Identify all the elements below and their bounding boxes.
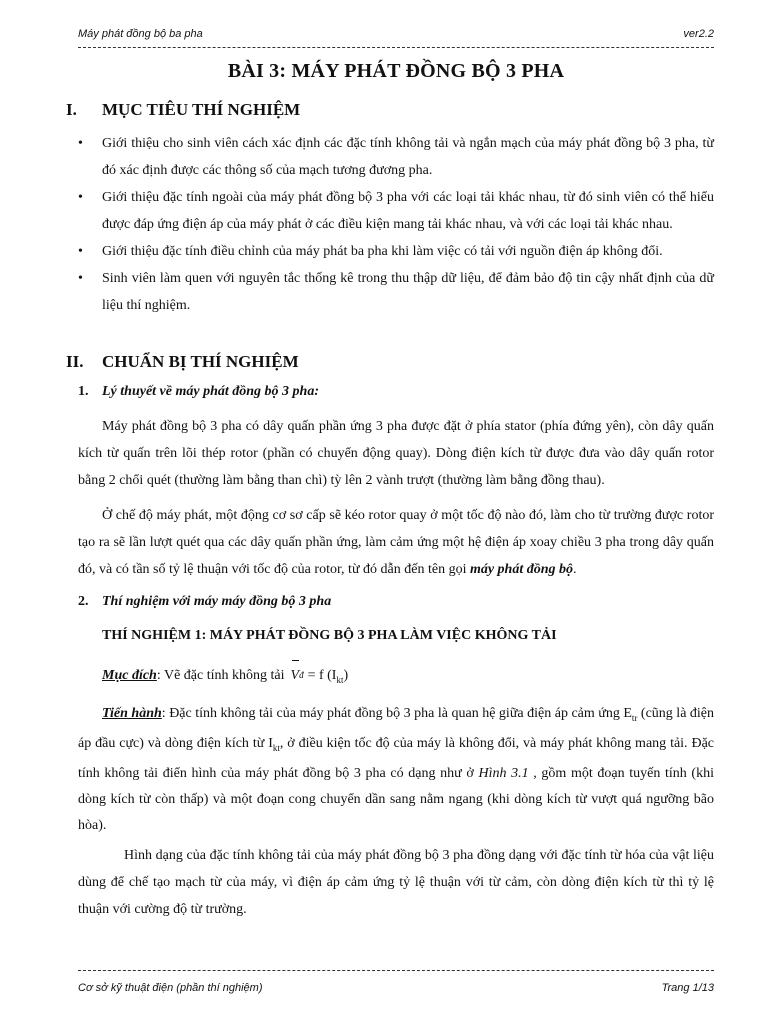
characteristic-paragraph: Hình dạng của đặc tính không tải của máy phát đồng bộ 3 pha đồng dạng với đặc tính từ hóa của vật liệu dùng để chế tạo mạch từ của máy, vì điện áp cảm ứng tỷ lệ thuận với từ cảm, còn dòng điện kích từ thì tỷ lệ thuận với cường độ từ trường. xyxy=(78,848,714,917)
bullet-text: Giới thiệu cho sinh viên cách xác định các đặc tính không tải và ngắn mạch của máy phát đồng bộ 3 pha, từ đó xác định được các thông số của mạch tương đương pha. xyxy=(102,136,714,178)
purpose-text: : Vẽ đặc tính không tải xyxy=(156,668,285,683)
voltage-phasor-symbol: V đ xyxy=(291,662,304,689)
document-page xyxy=(66,0,715,1024)
section-2-heading xyxy=(66,352,299,372)
objectives-list xyxy=(78,130,714,319)
bullet-text: Giới thiệu đặc tính điều chỉnh của máy phát ba pha khi làm việc có tải với nguồn điện áp không đổi. xyxy=(102,244,663,259)
experiment-procedure: Tiến hành: Đặc tính không tải của máy phát đồng bộ 3 pha là quan hệ giữa điện áp cảm ứng $E_{tr}$ (cũng là điện áp đầu cực) và dòng điện kích từ $I_{kt}$, ở điều kiện tốc độ của máy là không đổi, và máy phát không mang tải. Đặc tính không tải điển hình của máy phát đồng bộ 3 pha có dạng như ở Hình 3.1 , gồm một đoạn tuyến tính (khi dòng kích từ còn thấp) và một đoạn cong chuyển dần sang nằm ngang (khi dòng kích từ vượt quá ngưỡng bão hòa). xyxy=(78,706,715,833)
section-1-title: MỤC TIÊU THÍ NGHIỆM xyxy=(102,100,301,119)
theory-paragraph-1: Máy phát đồng bộ 3 pha có dây quấn phần ứng 3 pha được đặt ở phía stator (phía đứng yên), còn dây quấn kích từ quấn trên lõi thép rotor (phần có chuyển động quay). Dòng điện kích từ được đưa vào dây quấn rotor bằng 2 chổi quét (thường làm bằng than chì) tỳ lên 2 vành trượt (thường làm bằng đồng thau). xyxy=(78,419,714,488)
paragraph-text: Ở chế độ máy phát, một động cơ sơ cấp sẽ kéo rotor quay ở một tốc độ nào đó, làm cho từ trường được rotor tạo ra sẽ lần lượt quét qua các dây quấn phần ứng, làm cảm ứng một hệ điện áp xoay chiều 3 pha trong dây quấn đó, và có tần số tỷ lệ thuận với tốc độ của rotor, từ đó dẫn đến tên gọi xyxy=(78,508,714,577)
bullet-text: Sinh viên làm quen với nguyên tắc thống kê trong thu thập dữ liệu, để đảm bảo độ tin cậy nhất định của dữ liệu thí nghiệm. xyxy=(102,271,714,313)
page-header xyxy=(78,28,714,40)
procedure-label: Tiến hành xyxy=(102,706,162,721)
emphasis-generator-name: máy phát đồng bộ xyxy=(469,562,574,577)
experiment-1-title: THÍ NGHIỆM 1: MÁY PHÁT ĐỒNG BỘ 3 PHA LÀM VIỆC KHÔNG TẢI xyxy=(102,628,557,643)
subsection-1-number: 1. xyxy=(78,384,89,399)
header-divider xyxy=(78,47,714,48)
subsection-1-heading xyxy=(78,384,319,400)
figure-reference: Hình 3.1 xyxy=(478,765,529,781)
bullet-icon: • xyxy=(78,190,83,205)
lesson-title: BÀI 3: MÁY PHÁT ĐỒNG BỘ 3 PHA xyxy=(227,60,565,82)
bullet-item xyxy=(78,184,714,238)
section-1-number: I. xyxy=(66,100,77,119)
page-footer xyxy=(78,982,714,994)
header-doc-title: Máy phát đồng bộ ba pha xyxy=(78,28,203,40)
subsection-1-title: Lý thuyết về máy phát đồng bộ 3 pha: xyxy=(102,384,319,399)
subsection-2-number: 2. xyxy=(78,594,89,609)
bullet-item xyxy=(78,130,714,184)
experiment-purpose: Mục đích: Vẽ đặc tính không tải V đ = f $(I_{kt})$ xyxy=(102,662,714,694)
bullet-text: Giới thiệu đặc tính ngoài của máy phát đồng bộ 3 pha với các loại tải khác nhau, từ đó sinh viên có thể hiểu được đáp ứng điện áp của máy phát ở các điều kiện mang tải khác nhau, và với các loại tải khác nhau. xyxy=(102,190,714,232)
bullet-icon: • xyxy=(78,136,83,151)
paragraph-end: . xyxy=(573,562,577,577)
purpose-label: Mục đích xyxy=(102,668,157,683)
footer-divider xyxy=(78,970,714,971)
bullet-item xyxy=(78,238,714,265)
footer-course-title: Cơ sở kỹ thuật điện (phần thí nghiệm) xyxy=(78,982,263,994)
section-2-number: II. xyxy=(66,352,84,371)
bullet-icon: • xyxy=(78,271,83,286)
bullet-item xyxy=(78,265,714,319)
page-number: Trang 1/13 xyxy=(661,982,714,994)
theory-paragraph-2 xyxy=(78,502,714,583)
section-1-heading xyxy=(66,100,300,120)
header-version: ver2.2 xyxy=(683,28,714,40)
subsection-2-title: Thí nghiệm với máy máy đồng bộ 3 pha xyxy=(102,594,332,609)
bullet-icon: • xyxy=(78,244,83,259)
section-2-title: CHUẨN BỊ THÍ NGHIỆM xyxy=(102,352,299,371)
subsection-2-heading xyxy=(78,594,331,610)
